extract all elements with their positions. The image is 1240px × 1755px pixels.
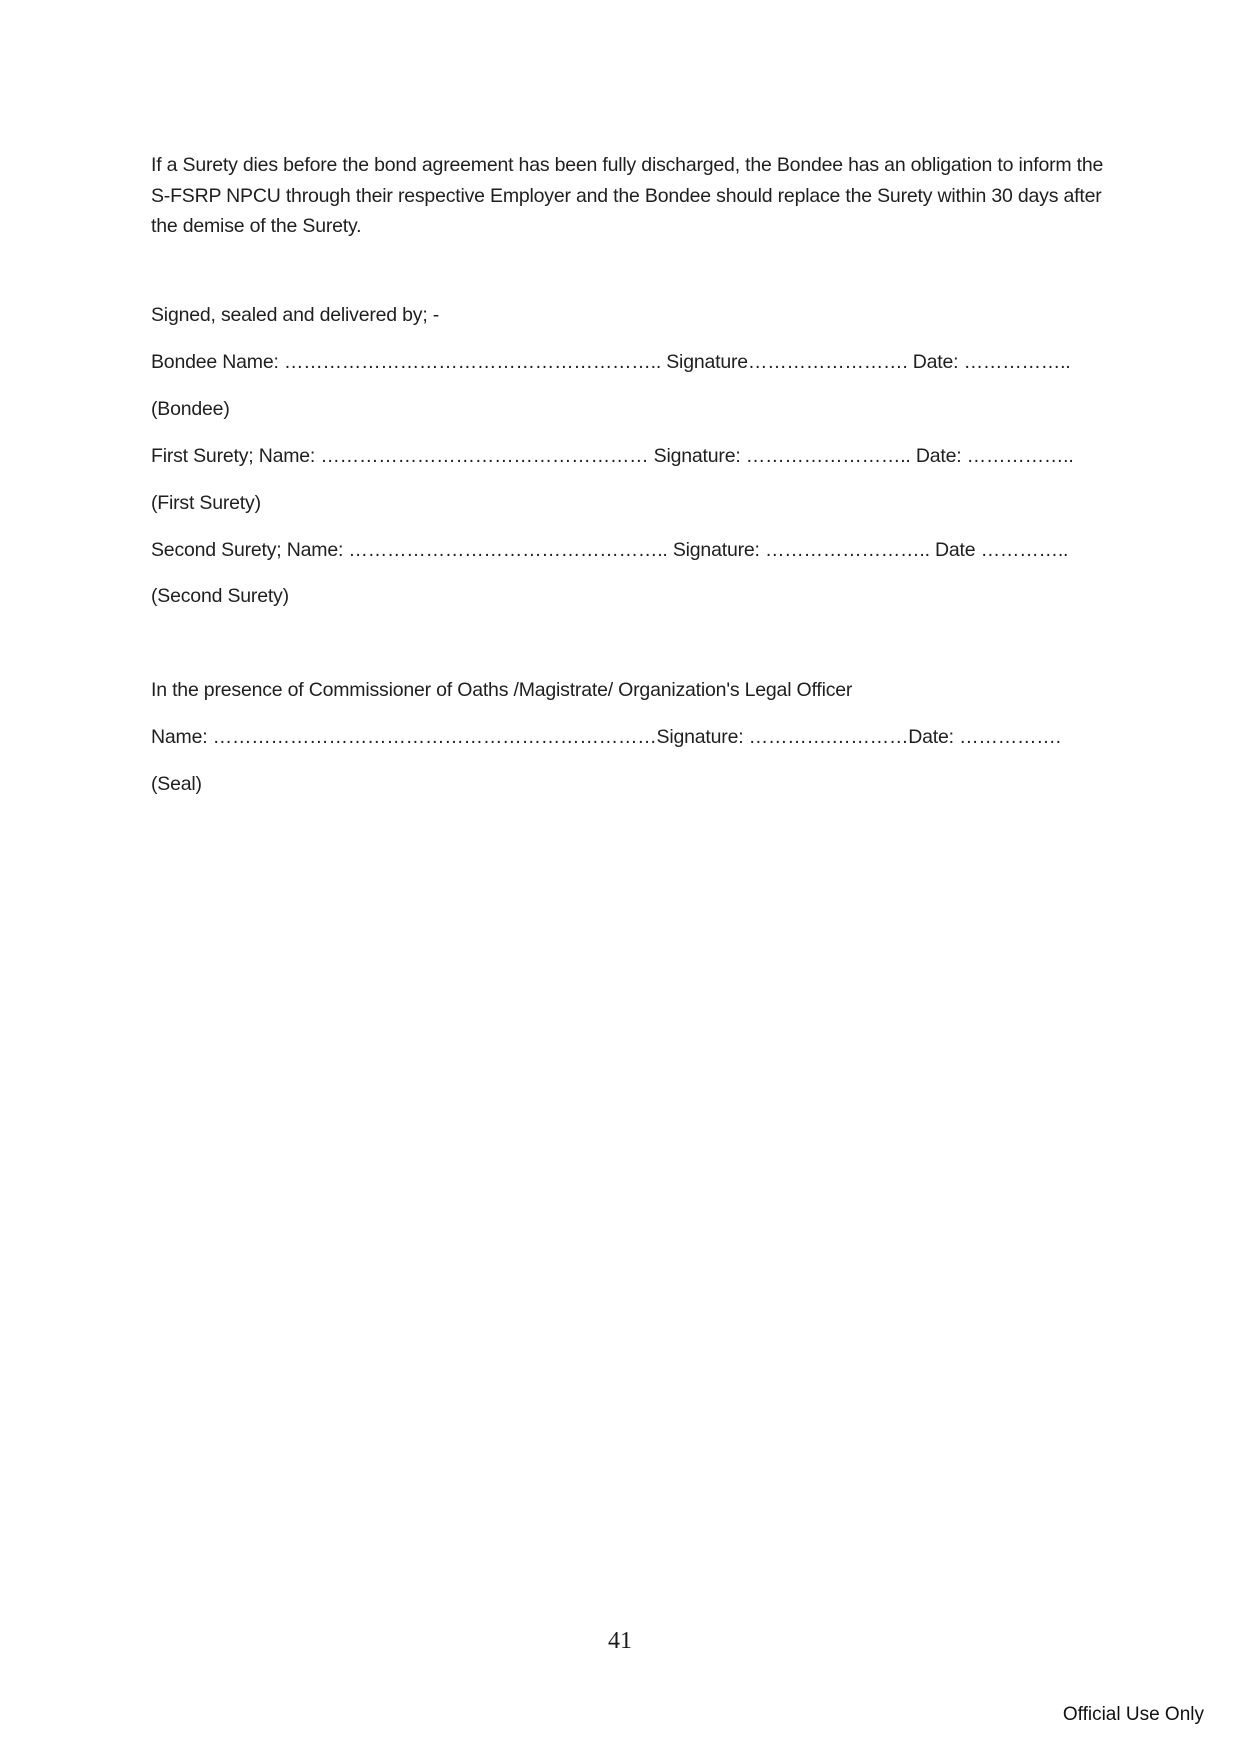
seal-caption: (Seal)	[151, 773, 202, 795]
classification-label: Official Use Only	[1062, 1704, 1204, 1725]
bondee-caption: (Bondee)	[151, 398, 230, 420]
second-surety-signature-line: Second Surety; Name: ………………………………………….. Signature: …………………….. Date …………..	[151, 539, 1069, 561]
first-surety-signature-line: First Surety; Name: …………………………………………… Signature: …………………….. Date: ……………..	[151, 445, 1074, 467]
page-number: 41	[608, 1628, 632, 1654]
surety-death-paragraph: If a Surety dies before the bond agreement has been fully discharged, the Bondee has an obligation to inform the S-FSRP NPCU through their respective Employer and the Bondee should replace the Surety within 30 days after the demise of the Surety.	[151, 154, 1104, 237]
signed-heading: Signed, sealed and delivered by; -	[151, 304, 440, 326]
presence-heading: In the presence of Commissioner of Oaths /Magistrate/ Organization's Legal Officer	[151, 679, 853, 701]
first-surety-caption: (First Surety)	[151, 492, 261, 514]
officer-signature-line: Name: ……………………………………………………………Signature: ………….…………Date: …………….	[151, 726, 1061, 748]
second-surety-caption: (Second Surety)	[151, 585, 289, 607]
bondee-signature-line: Bondee Name: ………………………………………………….. Signature……………………. Date: ……………..	[151, 351, 1071, 373]
